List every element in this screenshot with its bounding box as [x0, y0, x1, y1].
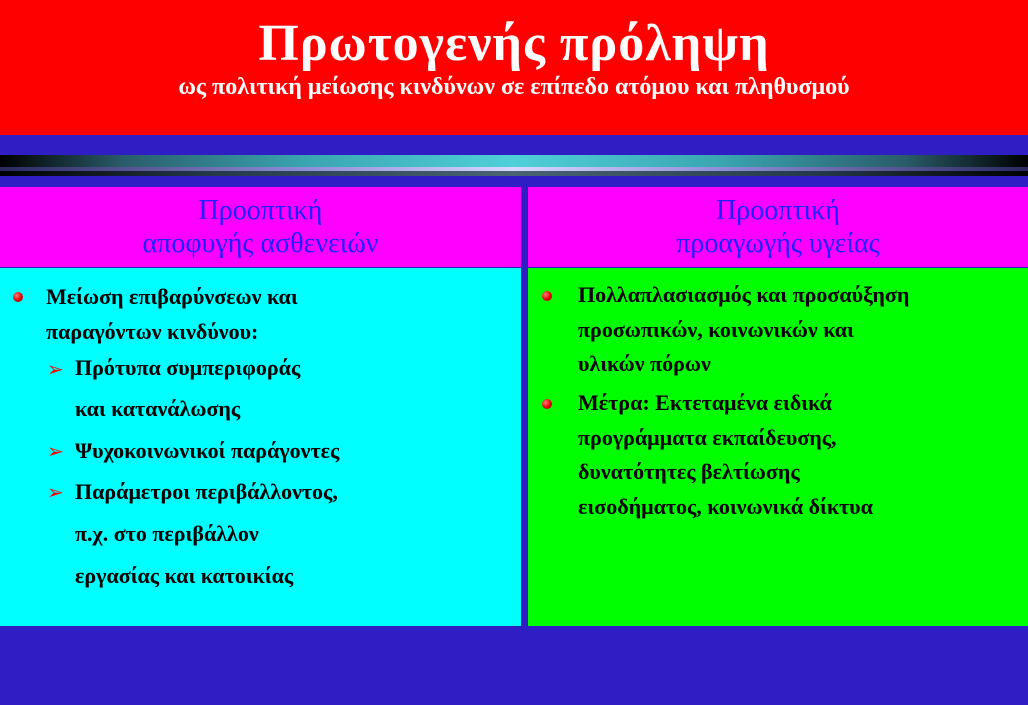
right-bullet2-line3: δυνατότητες βελτίωσης — [578, 459, 800, 484]
right-content-panel — [528, 268, 1028, 626]
bullet-dot-icon — [542, 399, 552, 409]
bullet-dot-icon — [542, 291, 552, 301]
left-sub2-line1: Ψυχοκοινωνικοί παράγοντες — [75, 438, 340, 463]
right-bullet2-line1: Μέτρα: Εκτεταμένα ειδικά — [578, 390, 832, 415]
right-bullet2-line4: εισοδήματος, κοινωνικά δίκτυα — [578, 494, 873, 519]
right-header-line1: Προοπτική — [716, 195, 840, 226]
decorative-stripe-shadow — [0, 171, 1028, 176]
slide-subtitle: ως πολιτική μείωσης κινδύνων σε επίπεδο ατόμου και πληθυσμού — [178, 74, 850, 100]
right-header-line2: προαγωγής υγείας — [676, 228, 880, 259]
left-content-panel — [0, 268, 521, 626]
left-bullet1-line2: παραγόντων κινδύνου: — [46, 319, 259, 344]
left-sub1-line2: και κατανάλωσης — [75, 396, 241, 421]
arrow-bullet-icon: ➢ — [47, 480, 64, 504]
right-column-header — [528, 187, 1028, 267]
right-bullet1-line1: Πολλαπλασιασμός και προσαύξηση — [578, 282, 910, 307]
left-sub1-line1: Πρότυπα συμπεριφοράς — [75, 355, 301, 380]
left-sub3-line2: π.χ. στο περιβάλλον — [75, 521, 259, 546]
bullet-dot-icon — [13, 292, 23, 302]
left-sub3-line3: εργασίας και κατοικίας — [75, 563, 294, 588]
decorative-stripe — [0, 155, 1028, 167]
arrow-bullet-icon: ➢ — [47, 357, 64, 381]
right-bullet2-line2: προγράμματα εκπαίδευσης, — [578, 425, 837, 450]
left-bullet1-line1: Μείωση επιβαρύνσεων και — [46, 284, 298, 309]
left-sub3-line1: Παράμετροι περιβάλλοντος, — [75, 479, 338, 504]
title-band — [0, 0, 1028, 135]
arrow-bullet-icon: ➢ — [47, 439, 64, 463]
right-bullet1-line3: υλικών πόρων — [578, 351, 711, 376]
slide-title: Πρωτογενής πρόληψη — [258, 15, 770, 72]
left-header-line1: Προοπτική — [198, 195, 323, 226]
right-bullet1-line2: προσωπικών, κοινωνικών και — [578, 317, 854, 342]
left-column-header — [0, 187, 521, 267]
left-header-line2: αποφυγής ασθενειών — [142, 228, 379, 259]
